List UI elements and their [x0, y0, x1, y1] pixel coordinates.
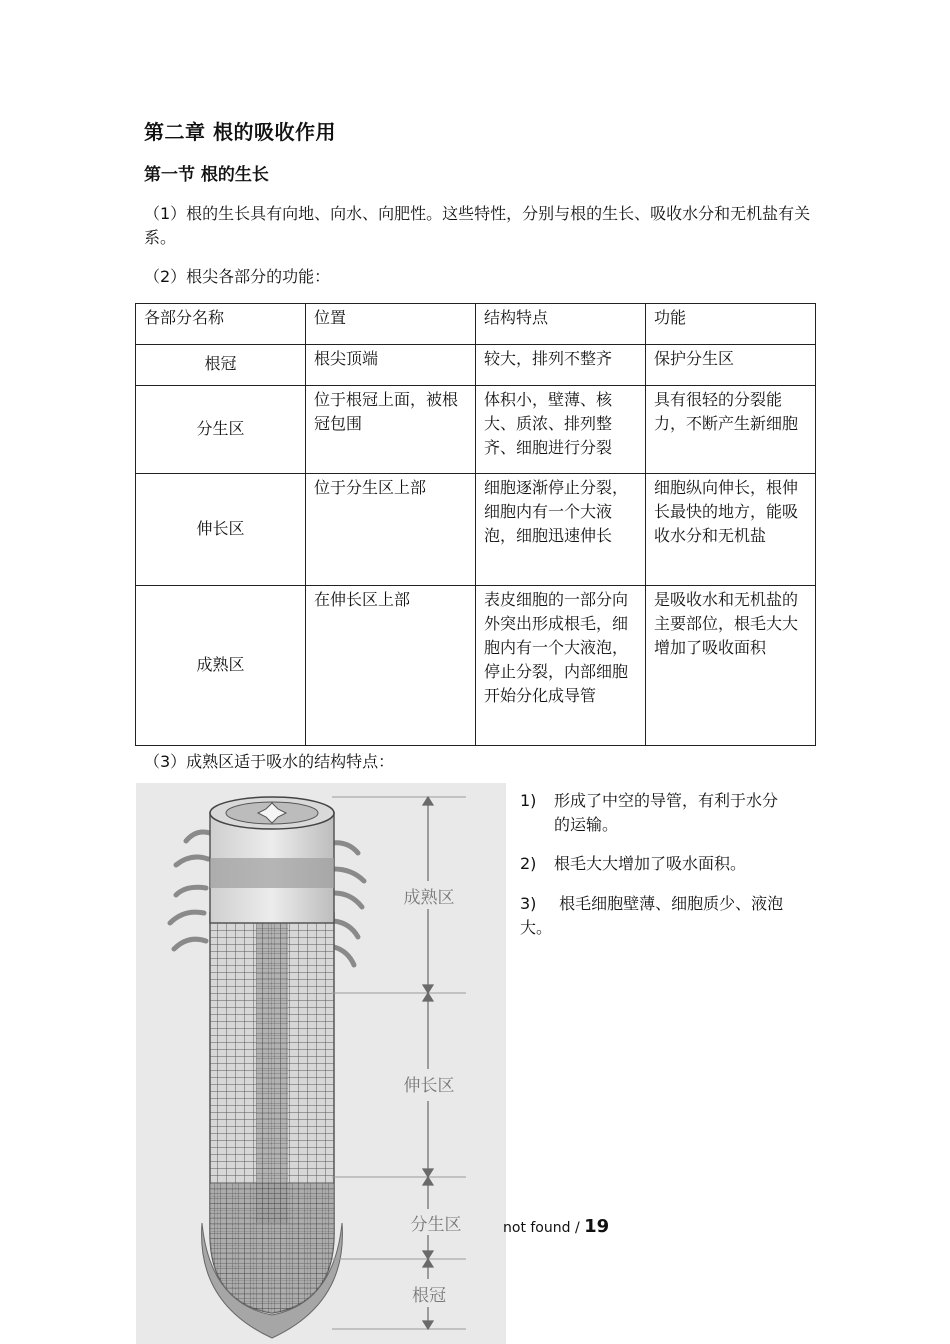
- table-row: [136, 386, 816, 474]
- section-title: 第一节 根的生长: [144, 165, 269, 185]
- table-cell: 根尖顶端: [306, 345, 476, 386]
- list-number: 1): [520, 791, 537, 810]
- table-cell: 细胞逐渐停止分裂，细胞内有一个大液泡，细胞迅速伸长: [476, 474, 646, 586]
- label-meristem: 分生区: [410, 1215, 462, 1235]
- cylinder-band: [210, 858, 334, 888]
- list-text: 形成了中空的导管，有利于水分: [554, 791, 779, 810]
- table-header-cell: 结构特点: [476, 304, 646, 345]
- label-elongation: 伸长区: [403, 1076, 455, 1096]
- root-tip-table: [135, 303, 816, 746]
- table-header-cell: 位置: [306, 304, 476, 345]
- table-cell: 位于根冠上面，被根冠包围: [306, 386, 476, 474]
- table-cell: 细胞纵向伸长，根伸长最快的地方，能吸收水分和无机盐: [646, 474, 816, 586]
- table-row: [136, 474, 816, 586]
- table-cell: 具有很轻的分裂能力，不断产生新细胞: [646, 386, 816, 474]
- table-cell: 位于分生区上部: [306, 474, 476, 586]
- label-maturation: 成熟区: [403, 888, 455, 908]
- list-item: [520, 789, 810, 837]
- table-cell: 在伸长区上部: [306, 586, 476, 746]
- list-text: 根毛大大增加了吸水面积。: [554, 854, 747, 873]
- table-header-cell: 功能: [646, 304, 816, 345]
- table-cell: 体积小，壁薄、核大、质浓、排列整齐、细胞进行分裂: [476, 386, 646, 474]
- page-number: 19: [584, 1216, 610, 1237]
- chapter-title: 第二章 根的吸收作用: [144, 120, 336, 144]
- list-number: 3): [520, 894, 537, 913]
- paragraph-growth: （1）根的生长具有向地、向水、向肥性。这些特性，分别与根的生长、吸收水分和无机盐有关系。: [144, 204, 811, 247]
- table-cell: 成熟区: [136, 586, 306, 746]
- list-item: [520, 852, 810, 876]
- table-cell: 根冠: [136, 345, 306, 386]
- table-cell: 是吸收水和无机盐的主要部位，根毛大大增加了吸收面积: [646, 586, 816, 746]
- label-root-cap: 根冠: [412, 1286, 446, 1306]
- list-text-continued: 的运输。: [554, 815, 619, 834]
- vascular-core: [256, 923, 288, 1223]
- page-footer: [503, 1216, 609, 1237]
- list-number: 2): [520, 854, 537, 873]
- paragraph-table-intro: （2）根尖各部分的功能：: [144, 267, 331, 286]
- paragraph-maturation-intro: （3）成熟区适于吸水的结构特点：: [144, 752, 395, 771]
- table-cell: 保护分生区: [646, 345, 816, 386]
- table-cell: 表皮细胞的一部分向外突出形成根毛，细胞内有一个大液泡，停止分裂，内部细胞开始分化成导管: [476, 586, 646, 746]
- table-header-row: [136, 304, 816, 345]
- root-tip-figure: [136, 783, 506, 1344]
- table-cell: 分生区: [136, 386, 306, 474]
- table-header-cell: 各部分名称: [136, 304, 306, 345]
- table-cell: 较大，排列不整齐: [476, 345, 646, 386]
- list-text: 根毛细胞壁薄、细胞质少、液泡: [554, 894, 784, 913]
- list-item: [520, 892, 810, 940]
- table-row: [136, 345, 816, 386]
- table-row: [136, 586, 816, 746]
- footer-prefix: not found /: [503, 1220, 585, 1236]
- list-text-continued: 大。: [520, 918, 553, 937]
- table-cell: 伸长区: [136, 474, 306, 586]
